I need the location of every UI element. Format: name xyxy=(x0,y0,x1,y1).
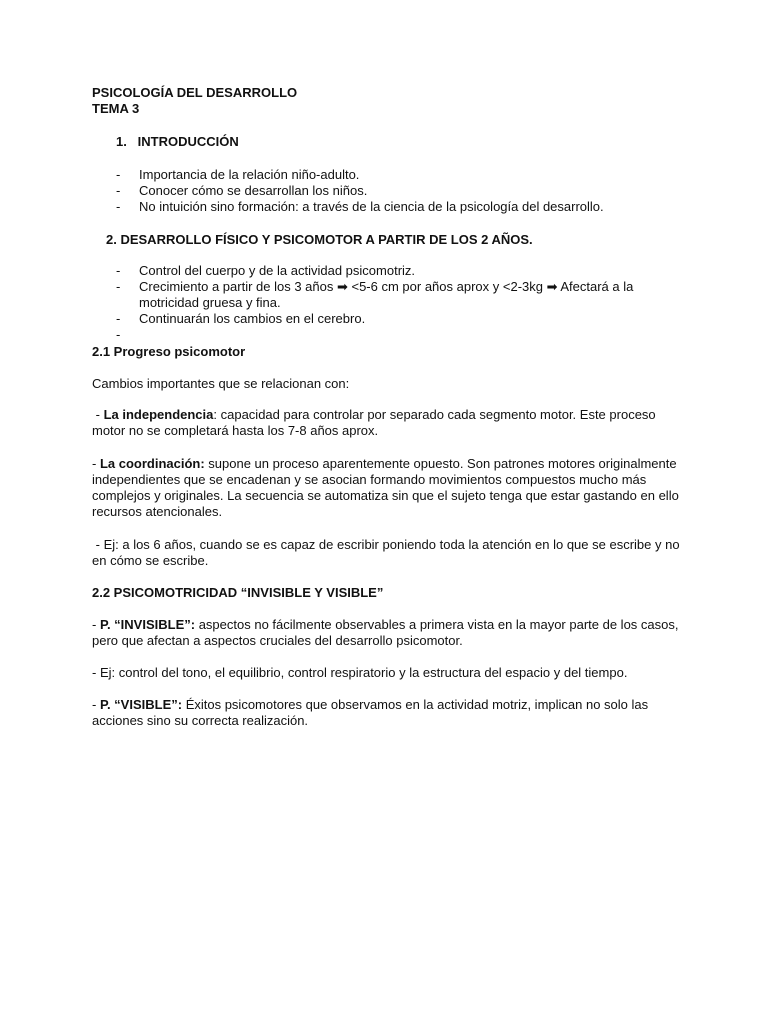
independencia-paragraph xyxy=(92,407,682,439)
term-invisible: P. “INVISIBLE”: xyxy=(99,617,196,632)
example-paragraph: - Ej: control del tono, el equilibrio, control respiratorio y la estructura del espacio y del tiempo. xyxy=(92,665,628,680)
list-item-text: Importancia de la relación niño-adulto. xyxy=(139,167,360,182)
term-visible: P. “VISIBLE”: xyxy=(99,697,183,712)
paragraph-prefix: - xyxy=(92,456,100,471)
section-2-1-intro: Cambios importantes que se relacionan con: xyxy=(92,376,350,391)
list-item-text: Conocer cómo se desarrollan los niños. xyxy=(139,183,368,198)
visible-paragraph xyxy=(92,697,682,729)
document-title: PSICOLOGÍA DEL DESARROLLO xyxy=(92,85,298,100)
bullet-dash: - xyxy=(116,183,121,198)
list-item-text: Control del cuerpo y de la actividad psicomotriz. xyxy=(139,263,416,278)
term-independencia: La independencia xyxy=(103,407,214,422)
document-subtitle: TEMA 3 xyxy=(92,101,140,116)
list-item-text: No intuición sino formación: a través de la ciencia de la psicología del desarrollo. xyxy=(139,199,604,214)
section-2-2-heading: 2.2 PSICOMOTRICIDAD “INVISIBLE Y VISIBLE” xyxy=(92,585,384,600)
section-1-heading: 1. INTRODUCCIÓN xyxy=(116,134,239,149)
paragraph-text: supone un proceso aparentemente opuesto. Son patrones motores originalmente independientes que se encadenan y se asocian formando movimientos compuestos mucho más complejos y originales. La secuencia se automatiza sin que el sujeto tenga que estar gastando en ello recursos atencionales. xyxy=(92,456,683,519)
bullet-dash: - xyxy=(116,279,121,294)
paragraph-text: aspectos no fácilmente observables a primera vista en la mayor parte de los casos, pero que afectan a aspectos cruciales del desarrollo psicomotor. xyxy=(92,617,683,648)
term-coordinacion: La coordinación: xyxy=(99,456,205,471)
coordinacion-paragraph xyxy=(92,456,682,520)
paragraph-prefix: - xyxy=(92,617,100,632)
list-item-text: Continuarán los cambios en el cerebro. xyxy=(139,311,366,326)
list-item-text: Crecimiento a partir de los 3 años ➡ <5-6 cm por años aprox y <2-3kg ➡ Afectará a la motricidad gruesa y fina. xyxy=(139,279,634,310)
bullet-dash: - xyxy=(116,263,121,278)
list-item xyxy=(92,279,682,311)
paragraph-text: : capacidad para controlar por separado cada segmento motor. Este proceso motor no se completará hasta los 7-8 años aprox. xyxy=(92,407,660,438)
example-paragraph: - Ej: a los 6 años, cuando se es capaz de escribir poniendo toda la atención en lo que se escribe y no en cómo se escribe. xyxy=(92,537,684,568)
paragraph-prefix: - xyxy=(92,697,100,712)
bullet-dash: - xyxy=(116,327,121,342)
paragraph-text: Éxitos psicomotores que observamos en la actividad motriz, implican no solo las acciones sino su correcta realización. xyxy=(92,697,652,728)
section-2-1-heading: 2.1 Progreso psicomotor xyxy=(92,344,246,359)
invisible-paragraph xyxy=(92,617,682,649)
section-2-heading: 2. DESARROLLO FÍSICO Y PSICOMOTOR A PARTIR DE LOS 2 AÑOS. xyxy=(106,232,533,247)
paragraph-prefix: - xyxy=(92,407,104,422)
bullet-dash: - xyxy=(116,167,121,182)
bullet-dash: - xyxy=(116,311,121,326)
bullet-dash: - xyxy=(116,199,121,214)
